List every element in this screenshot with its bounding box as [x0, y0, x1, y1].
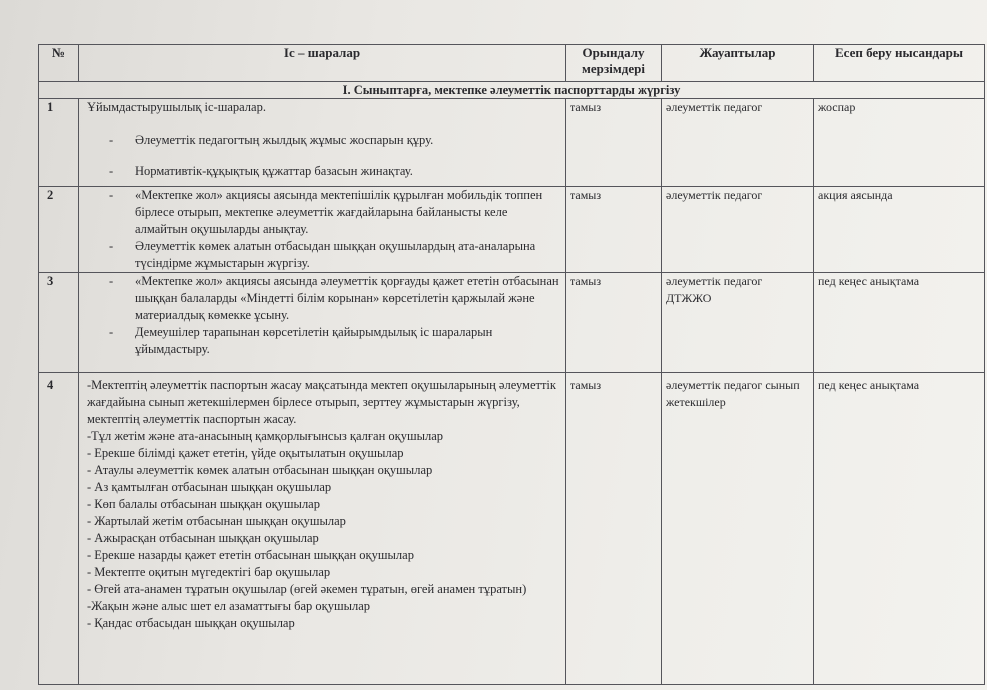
- table-row: [39, 187, 985, 273]
- activity-line: - Ажырасқан отбасынан шыққан оқушылар: [87, 531, 319, 545]
- activity-line: -Мектептің әлеуметтік паспортын жасау мақсатында мектеп оқушыларының әлеуметтік жағдайына сынып жетекшілермен бірлесе отырып, зерттеу жұмыстарын жүргізу, мектептің әлеуметтік паспортын жасау.: [87, 378, 556, 426]
- row-deadline: тамыз: [566, 373, 662, 685]
- activity-line: - Нормативтік-құқықтық құжаттар базасын жинақтау.: [109, 164, 413, 178]
- row-deadline: тамыз: [566, 273, 662, 373]
- activity-line: - Мектепте оқитын мүгедектігі бар оқушылар: [87, 565, 331, 579]
- activity-line: - Атаулы әлеуметтік көмек алатын отбасынан шыққан оқушылар: [87, 463, 433, 477]
- row-responsible: әлеуметтік педагог сынып жетекшілер: [662, 373, 814, 685]
- table-row: [39, 373, 985, 685]
- plan-table: [38, 44, 985, 685]
- activity-line: - Қандас отбасыдан шыққан оқушылар: [87, 616, 295, 630]
- header-deadline: Орындалу мерзімдері: [566, 45, 662, 82]
- section-row: [39, 82, 985, 99]
- row-activities: [79, 187, 566, 273]
- table-row: [39, 273, 985, 373]
- row-responsible: әлеуметтік педагог ДТЖЖО: [662, 273, 814, 373]
- row-deadline: тамыз: [566, 99, 662, 187]
- activity-line: - Ерекше назарды қажет ететін отбасынан шыққан оқушылар: [87, 548, 414, 562]
- row-responsible: әлеуметтік педагог: [662, 187, 814, 273]
- row-number: 1: [39, 99, 79, 187]
- row-report: жоспар: [814, 99, 985, 187]
- header-responsible: Жауаптылар: [662, 45, 814, 82]
- row-number: 4: [39, 373, 79, 685]
- section-title: І. Сыныптарға, мектепке әлеуметтік паспорттарды жүргізу: [39, 82, 985, 99]
- activity-line: -Жақын және алыс шет ел азаматтығы бар оқушылар: [87, 599, 371, 613]
- row-number: 2: [39, 187, 79, 273]
- row-report: пед кеңес анықтама: [814, 373, 985, 685]
- activity-line: Ұйымдастырушылық іс-шаралар.: [87, 100, 266, 114]
- activity-line: - Жартылай жетім отбасынан шыққан оқушылар: [87, 514, 346, 528]
- activity-line: - Өгей ата-анамен тұратын оқушылар (өгей әкемен тұратын, өгей анамен тұратын): [87, 582, 527, 596]
- header-report: Есеп беру нысандары: [814, 45, 985, 82]
- row-activities: [79, 273, 566, 373]
- row-number: 3: [39, 273, 79, 373]
- activity-line: - «Мектепке жол» акциясы аясында әлеуметтік қорғауды қажет ететін отбасынан шыққан балаларды «Міндетті білім корынан» көрсетілетін қаржылай және материалдық көмекке ұсыну.: [109, 274, 559, 322]
- activity-line: - Аз қамтылған отбасынан шыққан оқушылар: [87, 480, 332, 494]
- header-row: [39, 45, 985, 82]
- row-activities: [79, 373, 566, 685]
- row-responsible: әлеуметтік педагог: [662, 99, 814, 187]
- table-row: [39, 99, 985, 187]
- header-activities: Іс – шаралар: [79, 45, 566, 82]
- row-activities: [79, 99, 566, 187]
- activity-line: - Демеушілер тарапынан көрсетілетін қайырымдылық іс шараларын ұйымдастыру.: [109, 325, 493, 356]
- activity-line: - «Мектепке жол» акциясы аясында мектепішілік құрылған мобильдік топпен бірлесе отырып, мектепке әлеуметтік жағдайларына байланысты келе алмайтын оқушыларды анықтау.: [109, 188, 543, 236]
- row-deadline: тамыз: [566, 187, 662, 273]
- activity-line: - Әлеуметтік көмек алатын отбасыдан шыққан оқушылардың ата-аналарына түсіндірме жұмыстарын жүргізу.: [109, 239, 536, 270]
- activity-line: - Көп балалы отбасынан шыққан оқушылар: [87, 497, 320, 511]
- row-report: акция аясында: [814, 187, 985, 273]
- activity-line: - Ерекше білімді қажет ететін, үйде оқытылатын оқушылар: [87, 446, 404, 460]
- activity-line: -Тұл жетім және ата-анасының қамқорлығынсыз қалған оқушылар: [87, 429, 444, 443]
- header-num: №: [39, 45, 79, 82]
- activity-line: - Әлеуметтік педагогтың жылдық жұмыс жоспарын құру.: [109, 133, 434, 147]
- row-report: пед кеңес анықтама: [814, 273, 985, 373]
